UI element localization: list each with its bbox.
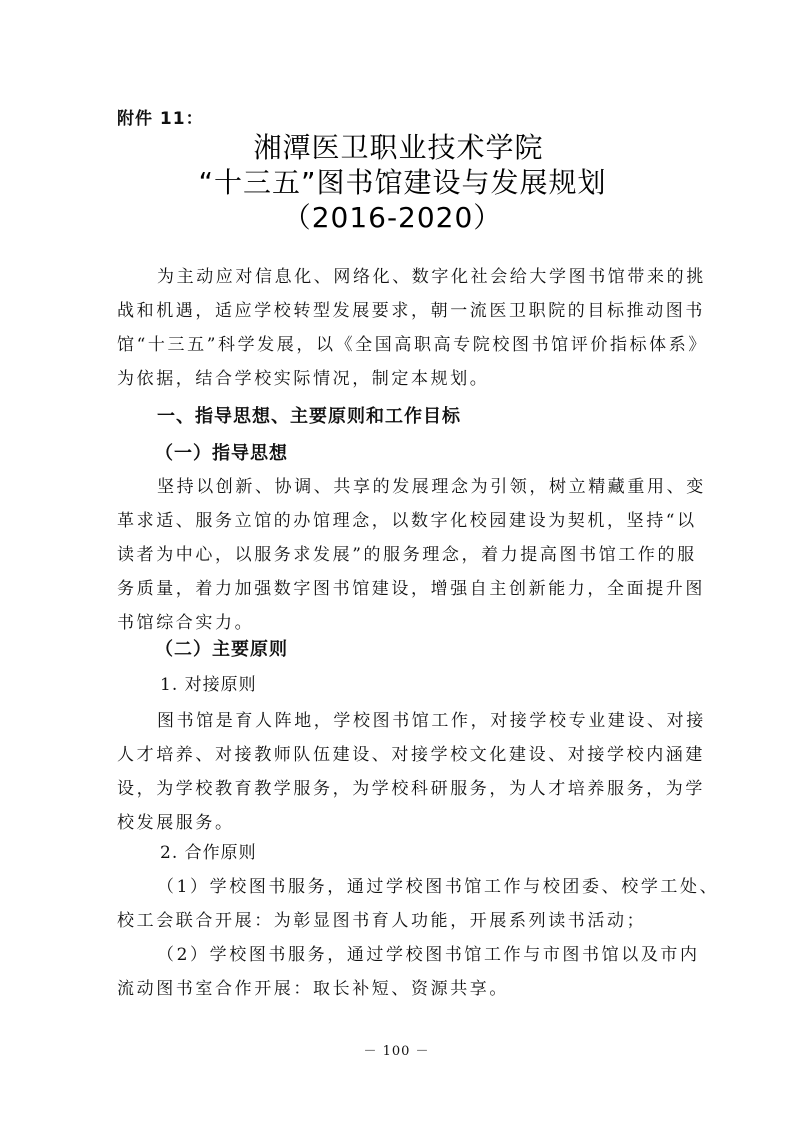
principle-1-line: 设，为学校教育教学服务，为学校科研服务，为人才培养服务，为学 xyxy=(117,779,705,799)
title-line-1: 湘潭医卫职业技术学院 xyxy=(253,131,544,164)
principle-1-line: 人才培养、对接教师队伍建设、对接学校文化建设、对接学校内涵建 xyxy=(117,745,705,765)
principle-2-line: 校工会联合开展：为彰显图书育人功能，开展系列读书活动； xyxy=(117,911,647,931)
principle-2-label: 2. 合作原则 xyxy=(160,843,257,863)
principle-2-line: （2）学校图书服务，通过学校图书馆工作与市图书馆以及市内 xyxy=(157,945,700,965)
guiding-line: 坚持以创新、协调、共享的发展理念为引领，树立精藏重用、变 xyxy=(157,477,706,497)
guiding-line: 革求适、服务立馆的办馆理念，以数字化校园建设为契机，坚持“以 xyxy=(117,511,697,531)
section-heading: 一、指导思想、主要原则和工作目标 xyxy=(157,406,461,427)
principle-2-line: 流动图书室合作开展：取长补短、资源共享。 xyxy=(117,979,509,999)
guiding-paragraph xyxy=(117,470,706,640)
principle-2-line: （1）学校图书服务，通过学校图书馆工作与校团委、校学工处、 xyxy=(157,877,720,897)
principle-1-label: 1. 对接原则 xyxy=(160,675,257,695)
principle-2-paragraph-2 xyxy=(117,938,700,1006)
page-number: － 100 － xyxy=(363,1044,430,1059)
title-line-3: （2016-2020） xyxy=(282,201,503,234)
subsection-heading-guiding: （一）指导思想 xyxy=(155,443,288,464)
guiding-line: 务质量，着力加强数字图书馆建设，增强自主创新能力，全面提升图 xyxy=(117,579,705,599)
intro-line: 战和机遇，适应学校转型发展要求，朝一流医卫职院的目标推动图书 xyxy=(117,301,705,321)
subsection-heading-principles: （二）主要原则 xyxy=(155,639,288,660)
intro-line: 为依据，结合学校实际情况，制定本规划。 xyxy=(117,369,490,389)
intro-line: 馆“十三五”科学发展，以《全国高职高专院校图书馆评价指标体系》 xyxy=(117,335,708,355)
principle-2-paragraph-1 xyxy=(117,870,720,938)
principle-1-line: 校发展服务。 xyxy=(117,813,235,833)
principle-1-paragraph xyxy=(117,704,706,840)
intro-line: 为主动应对信息化、网络化、数字化社会给大学图书馆带来的挑 xyxy=(157,267,706,287)
guiding-line: 读者为中心，以服务求发展”的服务理念，着力提高图书馆工作的服 xyxy=(117,545,697,565)
guiding-line: 书馆综合实力。 xyxy=(117,613,255,633)
principle-1-line: 图书馆是育人阵地，学校图书馆工作，对接学校专业建设、对接 xyxy=(157,711,706,731)
title-line-2: “十三五”图书馆建设与发展规划 xyxy=(198,166,607,199)
attachment-label: 附件 11： xyxy=(117,109,204,129)
intro-paragraph xyxy=(117,260,708,396)
